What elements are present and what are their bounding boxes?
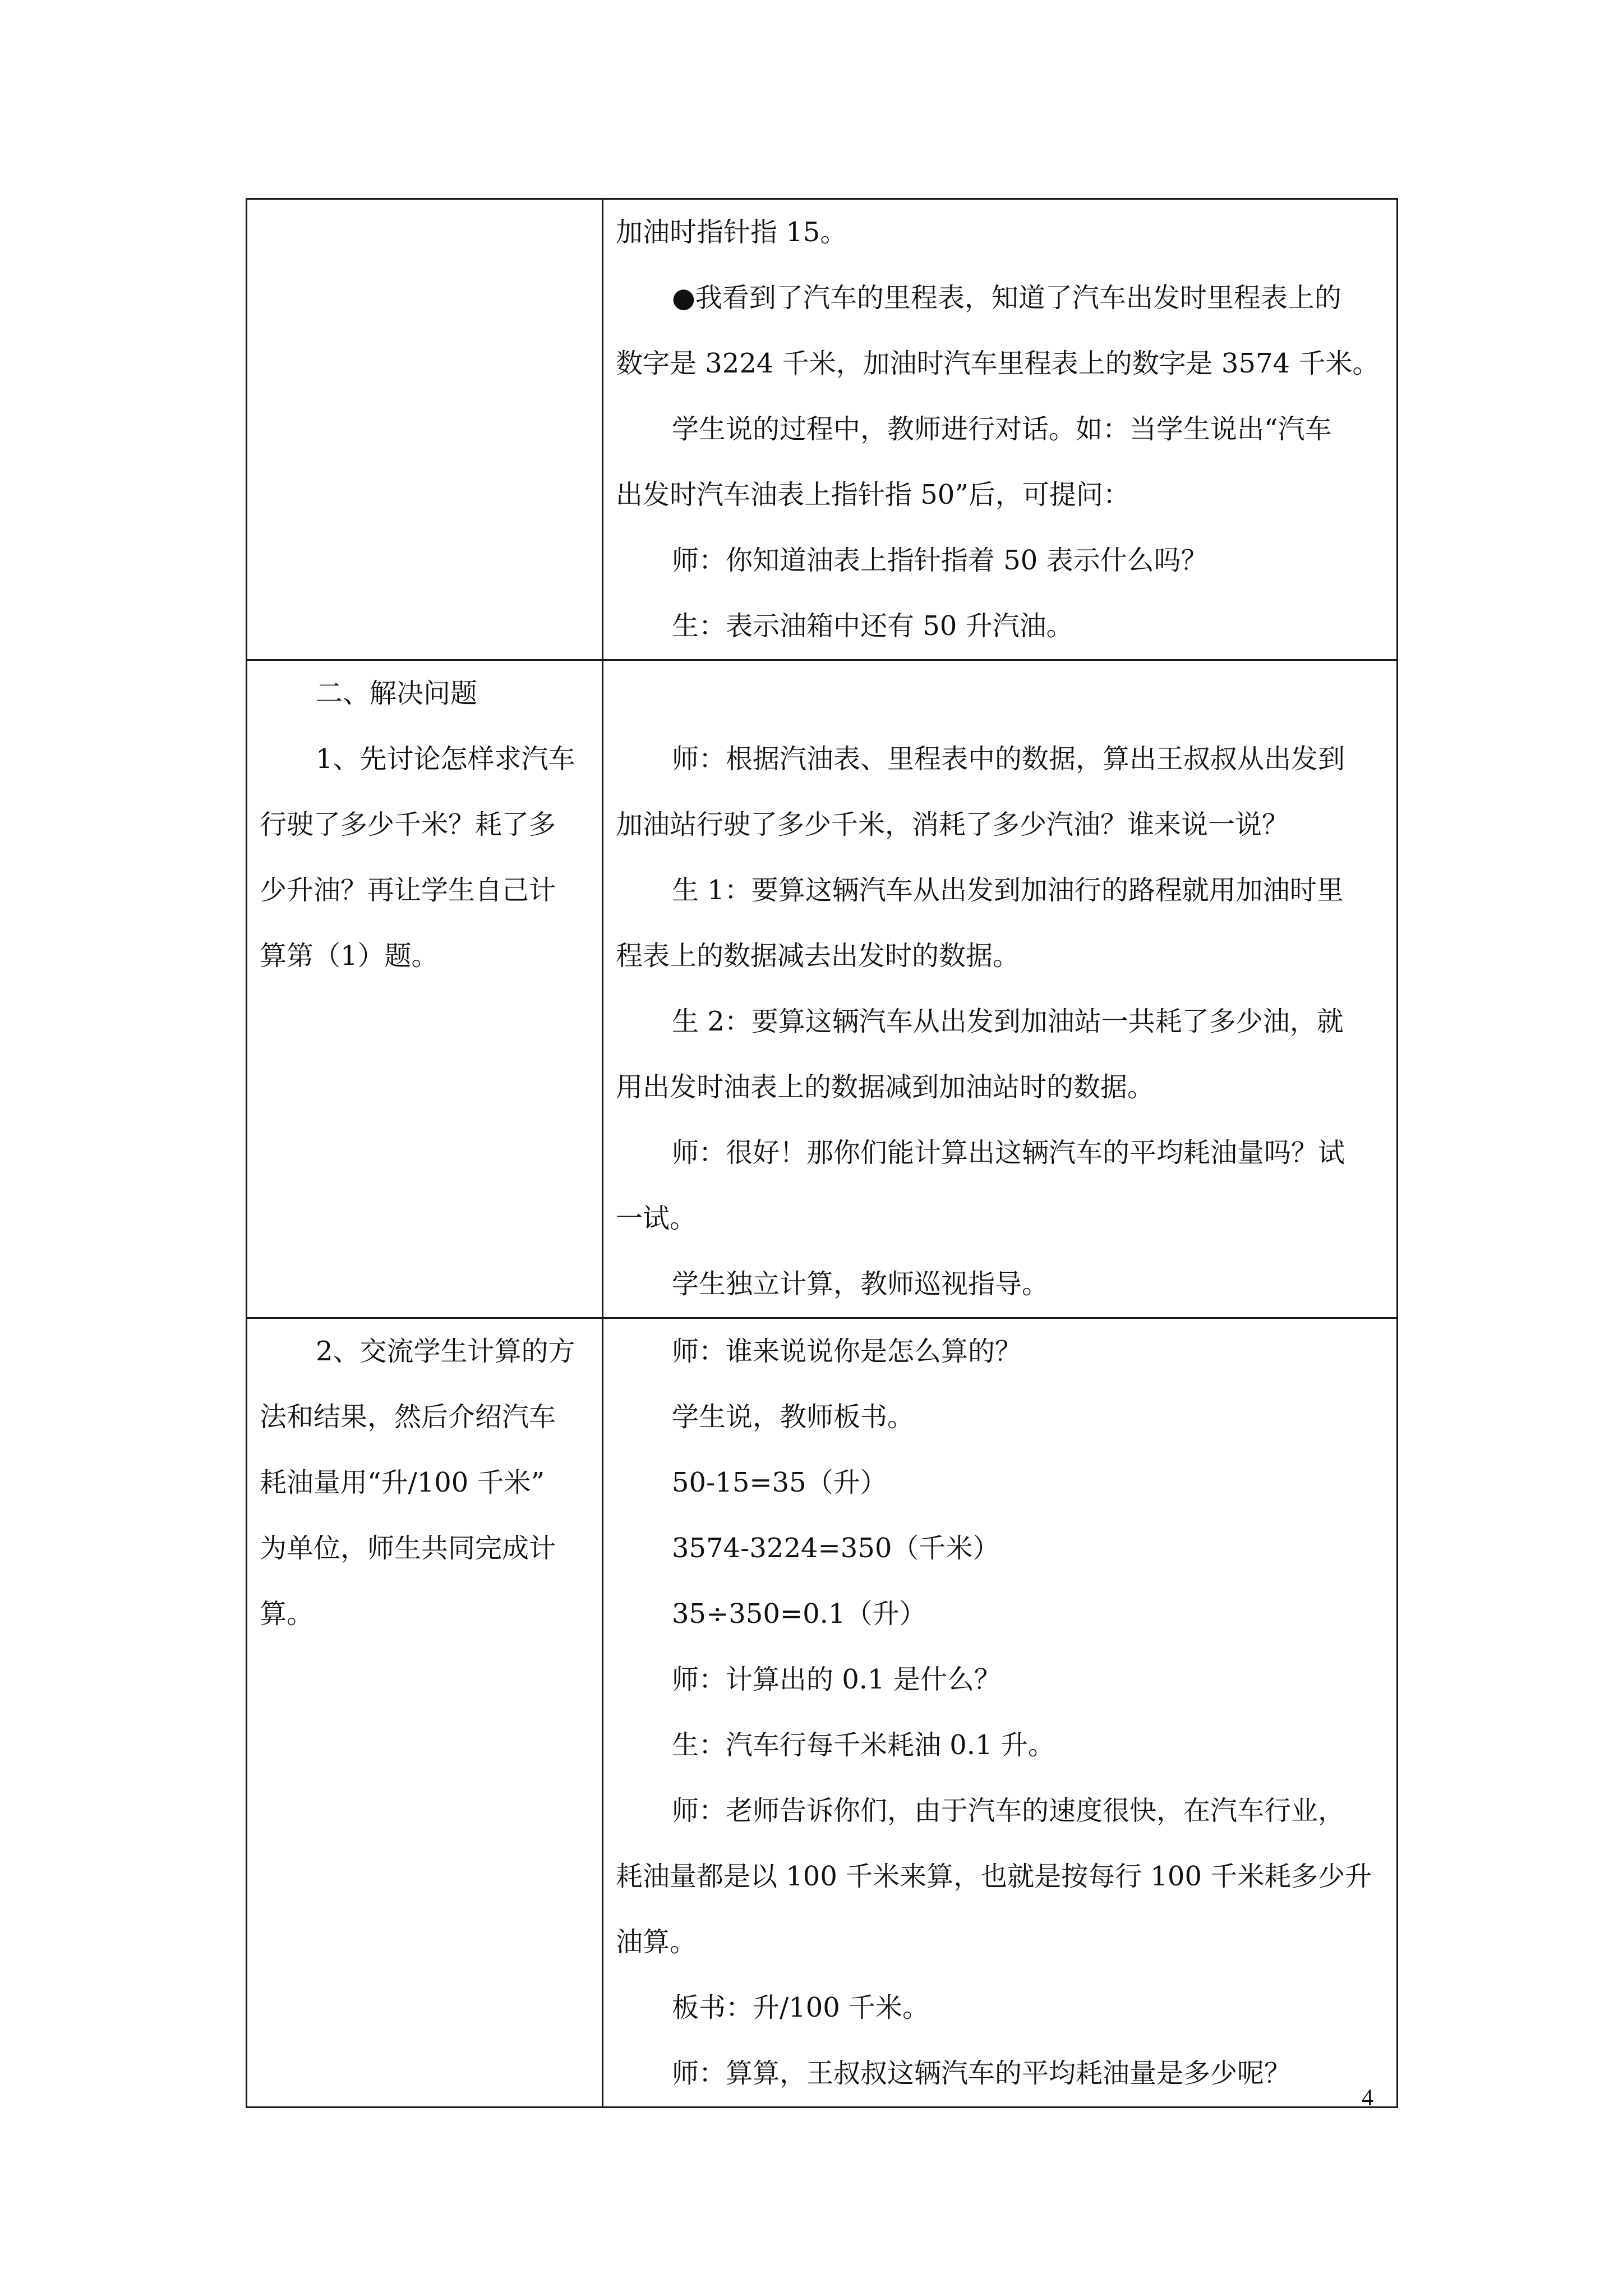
table-row	[247, 199, 1398, 660]
text-line: 35÷350=0.1（升）	[672, 1598, 926, 1630]
text-line: 少升油？再让学生自己计	[260, 875, 556, 906]
text-line: 1、先讨论怎样求汽车	[316, 743, 575, 775]
text-line: 算第（1）题。	[260, 940, 439, 972]
row-2-left-cell	[247, 660, 603, 1318]
text-line: 耗油量用“升/100 千米”	[260, 1467, 545, 1498]
row-1-left-cell	[247, 199, 603, 660]
text-line: 学生说，教师板书。	[672, 1401, 915, 1433]
text-line: 为单位，师生共同完成计	[260, 1533, 556, 1564]
table-row	[247, 660, 1398, 1318]
text-line: 生 2：要算这辆汽车从出发到加油站一共耗了多少油，就	[672, 1006, 1344, 1037]
text-line: 加油时指针指 15。	[616, 217, 847, 248]
blank-line	[616, 661, 1384, 726]
text-line: 行驶了多少千米？耗了多	[260, 809, 556, 840]
page-number: 4	[1362, 2085, 1373, 2111]
text-line: 用出发时油表上的数据减到加油站时的数据。	[616, 1071, 1155, 1103]
text-line: 师：根据汽油表、里程表中的数据，算出王叔叔从出发到	[672, 743, 1345, 775]
lesson-plan-table	[246, 198, 1398, 2108]
row-3-left-cell	[247, 1318, 603, 2108]
text-line: ●我看到了汽车的里程表，知道了汽车出发时里程表上的	[672, 282, 1341, 314]
row-2-right-cell	[603, 660, 1398, 1318]
text-line: 师：算算，王叔叔这辆汽车的平均耗油量是多少呢？	[672, 2058, 1292, 2089]
text-line: 板书：升/100 千米。	[672, 1992, 930, 2023]
text-line: 一试。	[616, 1203, 697, 1234]
text-line: 数字是 3224 千米，加油时汽车里程表上的数字是 3574 千米。	[616, 348, 1380, 379]
text-line: 师：你知道油表上指针指着 50 表示什么吗？	[672, 545, 1208, 576]
text-line: 出发时汽车油表上指针指 50”后，可提问：	[616, 479, 1130, 510]
text-line: 油算。	[616, 1926, 697, 1958]
text-line: 学生独立计算，教师巡视指导。	[672, 1268, 1049, 1300]
text-line: 耗油量都是以 100 千米来算，也就是按每行 100 千米耗多少升	[616, 1861, 1372, 1892]
text-line: 算。	[260, 1598, 314, 1630]
row-1-right-cell	[603, 199, 1398, 660]
text-line: 加油站行驶了多少千米，消耗了多少汽油？谁来说一说？	[616, 809, 1289, 840]
text-line: 程表上的数据减去出发时的数据。	[616, 940, 1020, 972]
text-line: 学生说的过程中，教师进行对话。如：当学生说出“汽车	[672, 413, 1332, 445]
table-row	[247, 1318, 1398, 2108]
text-line: 生：汽车行每千米耗油 0.1 升。	[672, 1729, 1055, 1761]
text-line: 2、交流学生计算的方	[316, 1336, 575, 1367]
text-line: 师：谁来说说你是怎么算的？	[672, 1336, 1022, 1367]
text-line: 师：计算出的 0.1 是什么？	[672, 1664, 1001, 1695]
text-line: 生：表示油箱中还有 50 升汽油。	[672, 610, 1073, 642]
text-line: 师：老师告诉你们，由于汽车的速度很快，在汽车行业，	[672, 1795, 1345, 1826]
row-3-right-cell	[603, 1318, 1398, 2108]
text-line: 生 1：要算这辆汽车从出发到加油行的路程就用加油时里	[672, 875, 1344, 906]
text-line: 50-15=35（升）	[672, 1467, 887, 1498]
text-line: 二、解决问题	[316, 678, 478, 709]
text-line: 法和结果，然后介绍汽车	[260, 1401, 556, 1433]
text-line: 师：很好！那你们能计算出这辆汽车的平均耗油量吗？试	[672, 1137, 1345, 1168]
text-line: 3574-3224=350（千米）	[672, 1533, 1000, 1564]
